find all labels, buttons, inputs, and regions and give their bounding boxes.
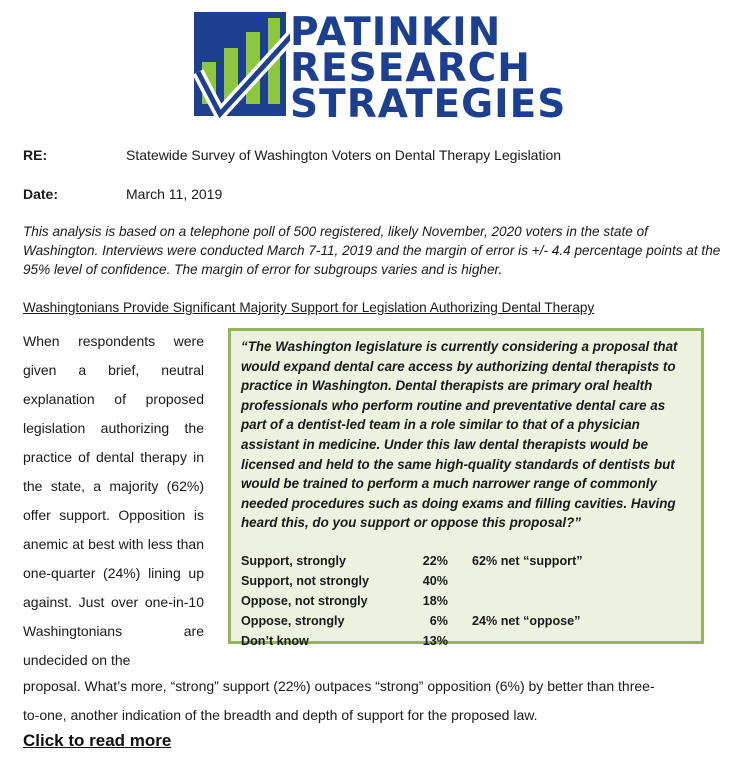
date-value: March 11, 2019 (126, 186, 223, 202)
results-table (241, 551, 691, 651)
result-label: Oppose, not strongly (241, 593, 368, 608)
question-box (228, 328, 704, 648)
section-heading: Washingtonians Provide Significant Majority Support for Legislation Authorizing Dental Therapy (23, 300, 595, 315)
result-percent: 22% (422, 553, 448, 568)
read-more-link[interactable]: Click to read more (23, 731, 172, 750)
result-row (241, 591, 691, 611)
result-percent: 18% (422, 593, 448, 608)
result-row (241, 551, 691, 571)
result-row (241, 611, 691, 631)
result-percent: 40% (422, 573, 448, 588)
bar-chart-checkmark-icon (190, 10, 290, 122)
result-label: Don’t know (241, 633, 309, 648)
logo-line-1: PATINKIN (290, 10, 502, 55)
body-tail (23, 672, 723, 730)
body-left-column (23, 327, 204, 675)
result-label: Support, strongly (241, 553, 346, 568)
re-label: RE: (23, 147, 48, 163)
logo-line-3: STRATEGIES (290, 82, 567, 127)
logo-line-2: RESEARCH (290, 46, 531, 91)
body-tail-line-2: to-one, another indication of the breadth and depth of support for the proposed law. (23, 707, 538, 723)
result-net-note: 24% net “oppose” (472, 613, 581, 628)
result-net-note: 62% net “support” (472, 553, 583, 568)
result-label: Support, not strongly (241, 573, 370, 588)
re-value: Statewide Survey of Washington Voters on Dental Therapy Legislation (126, 147, 562, 163)
result-row (241, 631, 691, 651)
body-left-text: When respondents were given a brief, neutral explanation of proposed legislation authorizing the practice of dental therapy in the state, a majority (62%) offer support. Opposition is anemic at best with less than one-quarter (24%) lining up against. Just over one-in-10 Washingtonians are undecided on the (23, 333, 204, 668)
body-tail-line-1: proposal. What’s more, “strong” support (22%) outpaces “strong” opposition (6%) by better than three- (23, 678, 655, 694)
result-label: Oppose, strongly (241, 613, 345, 628)
intro-paragraph: This analysis is based on a telephone poll of 500 registered, likely November, 2020 voters in the state of Washington. Interviews were conducted March 7-11, 2019 and the margin of error is +/- 4.4 percentage points at the 95% level of confidence. The margin of error for subgroups varies and is higher. (23, 224, 721, 277)
result-percent: 13% (422, 633, 448, 648)
result-percent: 6% (429, 613, 448, 628)
question-text: “The Washington legislature is currently considering a proposal that would expand dental care access by authorizing dental therapists to practice in Washington. Dental therapists are primary oral health professionals who perform routine and preventative dental care as part of a dentist-led team in a role similar to that of a physician assistant in medicine. Under this law dental therapists would be licensed and held to the same high-quality standards of dentists but would be trained to perform a much narrower range of commonly needed procedures such as doing exams and filling cavities. Having heard this, do you support or oppose this proposal?” (241, 339, 678, 531)
date-label: Date: (23, 186, 59, 202)
result-row (241, 571, 691, 591)
